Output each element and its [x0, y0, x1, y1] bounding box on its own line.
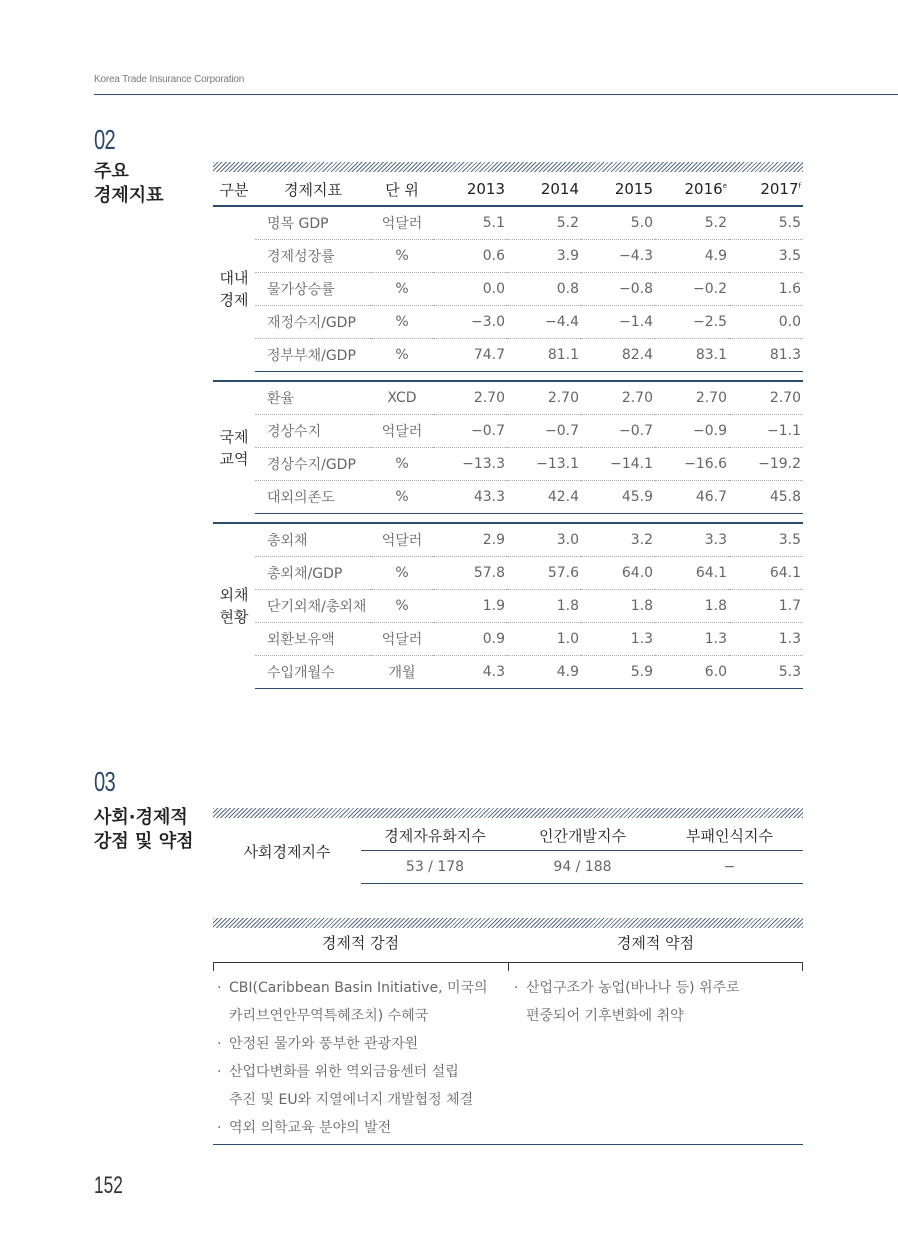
- sw-hatch-bar: [213, 918, 803, 928]
- indicator-name: 명목 GDP: [255, 206, 371, 240]
- section2-title-line2: 경제지표: [94, 185, 164, 206]
- indicator-value: 3.3: [655, 523, 729, 557]
- indicator-value: 3.5: [729, 240, 803, 273]
- indicator-value: −19.2: [729, 448, 803, 481]
- indicator-value: 82.4: [581, 339, 655, 372]
- indicator-value: 5.0: [581, 206, 655, 240]
- indicator-name: 단기외채/총외채: [255, 590, 371, 623]
- indicator-value: 5.3: [729, 656, 803, 689]
- indicator-value: 46.7: [655, 481, 729, 514]
- indicator-value: −0.2: [655, 273, 729, 306]
- section2-title-line1: 주요: [94, 161, 129, 182]
- indicator-value: −0.7: [581, 415, 655, 448]
- indicator-value: 5.2: [507, 206, 581, 240]
- indicator-row: [213, 590, 803, 623]
- indicator-value: 5.5: [729, 206, 803, 240]
- indicator-value: 74.7: [433, 339, 507, 372]
- indicator-value: 0.8: [507, 273, 581, 306]
- socio-index-table: [213, 820, 803, 884]
- indicator-unit: 억달러: [371, 523, 433, 557]
- indicator-unit: 개월: [371, 656, 433, 689]
- indicator-row: [213, 481, 803, 514]
- section3-title-line1: 사회·경제적: [94, 807, 188, 828]
- indicator-value: 43.3: [433, 481, 507, 514]
- indicator-value: −14.1: [581, 448, 655, 481]
- indicator-unit: %: [371, 240, 433, 273]
- indicator-unit: 억달러: [371, 415, 433, 448]
- indicator-value: 42.4: [507, 481, 581, 514]
- indicator-value: −16.6: [655, 448, 729, 481]
- estimate-mark: e: [722, 182, 727, 190]
- indicator-value: 81.3: [729, 339, 803, 372]
- indicator-name: 총외채/GDP: [255, 557, 371, 590]
- indicator-row: [213, 448, 803, 481]
- indicator-row: [213, 415, 803, 448]
- indicator-name: 경상수지: [255, 415, 371, 448]
- indicator-unit: %: [371, 306, 433, 339]
- indicator-value: 1.8: [507, 590, 581, 623]
- indicator-value: 1.8: [581, 590, 655, 623]
- indicator-value: −3.0: [433, 306, 507, 339]
- indicator-row: [213, 273, 803, 306]
- sw-bracket-mid: [508, 963, 510, 971]
- indicator-value: 57.6: [507, 557, 581, 590]
- section3-title-line2: 강점 및 약점: [94, 831, 194, 852]
- list-item: · CBI(Caribbean Basin Initiative, 미국의 카리브연안무역특혜조치) 수혜국: [217, 974, 507, 1030]
- indicator-value: 64.0: [581, 557, 655, 590]
- header-company: Korea Trade Insurance Corporation: [94, 74, 245, 85]
- indicator-value: −2.5: [655, 306, 729, 339]
- indicator-value: 4.9: [507, 656, 581, 689]
- indicator-unit: XCD: [371, 381, 433, 415]
- section3-hatch-bar: [213, 808, 803, 818]
- indicator-unit: %: [371, 590, 433, 623]
- group-spacer: [213, 514, 803, 524]
- indicator-value: 2.70: [507, 381, 581, 415]
- indicator-unit: %: [371, 557, 433, 590]
- indicator-value: −4.3: [581, 240, 655, 273]
- indicator-unit: %: [371, 481, 433, 514]
- strengths-title: 경제적 강점: [321, 934, 400, 952]
- indicator-value: 1.8: [655, 590, 729, 623]
- indicator-value: 2.70: [655, 381, 729, 415]
- indicator-value: 0.6: [433, 240, 507, 273]
- indicator-value: −0.7: [507, 415, 581, 448]
- indicator-value: −13.1: [507, 448, 581, 481]
- group-label: 국제 교역: [213, 381, 255, 514]
- indicator-value: 2.70: [581, 381, 655, 415]
- indicator-value: 1.0: [507, 623, 581, 656]
- indicator-value: 3.5: [729, 523, 803, 557]
- indicator-value: 5.2: [655, 206, 729, 240]
- indicator-name: 수입개월수: [255, 656, 371, 689]
- socio-value-econ-freedom: 53 / 178: [361, 851, 509, 884]
- indicator-unit: 억달러: [371, 206, 433, 240]
- col-header-2017: 2017$^f$: [729, 173, 803, 206]
- indicator-value: 3.2: [581, 523, 655, 557]
- sw-bracket-right: [802, 963, 804, 971]
- group-label: 외채 현황: [213, 523, 255, 689]
- section2-hatch-bar: [213, 162, 803, 172]
- indicator-value: 0.0: [729, 306, 803, 339]
- indicator-value: 83.1: [655, 339, 729, 372]
- indicator-value: 1.9: [433, 590, 507, 623]
- indicator-value: 0.0: [433, 273, 507, 306]
- col-header-indicator: 경제지표: [255, 173, 371, 206]
- weaknesses-title: 경제적 약점: [616, 934, 695, 952]
- list-item: · 산업다변화를 위한 역외금융센터 설립 추진 및 EU와 지열에너지 개발협정 체결: [217, 1058, 507, 1114]
- indicator-name: 물가상승률: [255, 273, 371, 306]
- indicator-value: 0.9: [433, 623, 507, 656]
- col-header-2013: 2013: [433, 173, 507, 206]
- indicator-name: 경상수지/GDP: [255, 448, 371, 481]
- indicator-value: 57.8: [433, 557, 507, 590]
- indicator-row: [213, 306, 803, 339]
- indicator-value: −0.7: [433, 415, 507, 448]
- indicator-value: −0.9: [655, 415, 729, 448]
- col-header-unit: 단 위: [371, 173, 433, 206]
- indicator-name: 재정수지/GDP: [255, 306, 371, 339]
- section3-title: [94, 806, 193, 854]
- indicator-value: 5.1: [433, 206, 507, 240]
- indicator-unit: %: [371, 448, 433, 481]
- indicator-value: −4.4: [507, 306, 581, 339]
- section2-number: 02: [94, 124, 115, 155]
- list-item: · 안정된 물가와 풍부한 관광자원: [217, 1030, 507, 1058]
- indicator-row: [213, 523, 803, 557]
- sw-bracket-left: [213, 963, 215, 971]
- indicator-value: 64.1: [729, 557, 803, 590]
- sw-bottom-rule: [213, 1144, 803, 1145]
- page-number: 152: [94, 1172, 123, 1199]
- col-header-category: 구분: [213, 173, 255, 206]
- indicator-unit: %: [371, 339, 433, 372]
- section2-title: [94, 160, 164, 208]
- indicator-unit: 억달러: [371, 623, 433, 656]
- list-item: · 산업구조가 농업(바나나 등) 위주로 편중되어 기후변화에 취약: [514, 974, 799, 1030]
- indicator-value: 1.3: [729, 623, 803, 656]
- list-item: · 역외 의학교육 분야의 발전: [217, 1114, 507, 1142]
- indicator-name: 경제성장률: [255, 240, 371, 273]
- indicator-table: [213, 173, 803, 689]
- indicator-value: 4.9: [655, 240, 729, 273]
- indicator-value: −0.8: [581, 273, 655, 306]
- indicator-value: 3.0: [507, 523, 581, 557]
- indicator-value: 2.70: [729, 381, 803, 415]
- forecast-mark: f: [798, 182, 801, 190]
- indicator-row: [213, 339, 803, 372]
- weaknesses-list: [514, 974, 799, 1030]
- group-spacer: [213, 372, 803, 382]
- socio-header-corruption: 부패인식지수: [656, 820, 803, 851]
- indicator-value: 45.8: [729, 481, 803, 514]
- socio-value-human-dev: 94 / 188: [509, 851, 656, 884]
- indicator-value: 3.9: [507, 240, 581, 273]
- indicator-value: 1.3: [655, 623, 729, 656]
- indicator-value: 2.70: [433, 381, 507, 415]
- indicator-name: 환율: [255, 381, 371, 415]
- group-label: 대내 경제: [219, 269, 249, 310]
- indicator-row: [213, 240, 803, 273]
- indicator-value: −1.1: [729, 415, 803, 448]
- indicator-header-row: [213, 173, 803, 206]
- socio-header-econ-freedom: 경제자유화지수: [361, 820, 509, 851]
- indicator-value: −13.3: [433, 448, 507, 481]
- indicator-value: 6.0: [655, 656, 729, 689]
- indicator-value: 1.7: [729, 590, 803, 623]
- indicator-row: [213, 557, 803, 590]
- col-header-2016: 2016e: [655, 173, 729, 206]
- socio-value-corruption: −: [656, 851, 803, 884]
- indicator-value: 64.1: [655, 557, 729, 590]
- col-header-2014: 2014: [507, 173, 581, 206]
- indicator-row: [213, 381, 803, 415]
- indicator-row: [213, 206, 803, 240]
- indicator-value: 1.3: [581, 623, 655, 656]
- indicator-value: 2.9: [433, 523, 507, 557]
- indicator-name: 총외채: [255, 523, 371, 557]
- section3-number: 03: [94, 766, 115, 797]
- indicator-name: 정부부채/GDP: [255, 339, 371, 372]
- indicator-value: 81.1: [507, 339, 581, 372]
- indicator-name: 대외의존도: [255, 481, 371, 514]
- indicator-row: [213, 623, 803, 656]
- indicator-unit: %: [371, 273, 433, 306]
- indicator-value: 5.9: [581, 656, 655, 689]
- indicator-name: 외환보유액: [255, 623, 371, 656]
- indicator-value: −1.4: [581, 306, 655, 339]
- socio-header-human-dev: 인간개발지수: [509, 820, 656, 851]
- indicator-value: 4.3: [433, 656, 507, 689]
- indicator-value: 1.6: [729, 273, 803, 306]
- col-header-2015: 2015: [581, 173, 655, 206]
- indicator-value: 45.9: [581, 481, 655, 514]
- header-divider: [94, 94, 898, 95]
- indicator-row: [213, 656, 803, 689]
- strengths-list: [217, 974, 507, 1142]
- socio-row-label: 사회경제지수: [243, 843, 331, 862]
